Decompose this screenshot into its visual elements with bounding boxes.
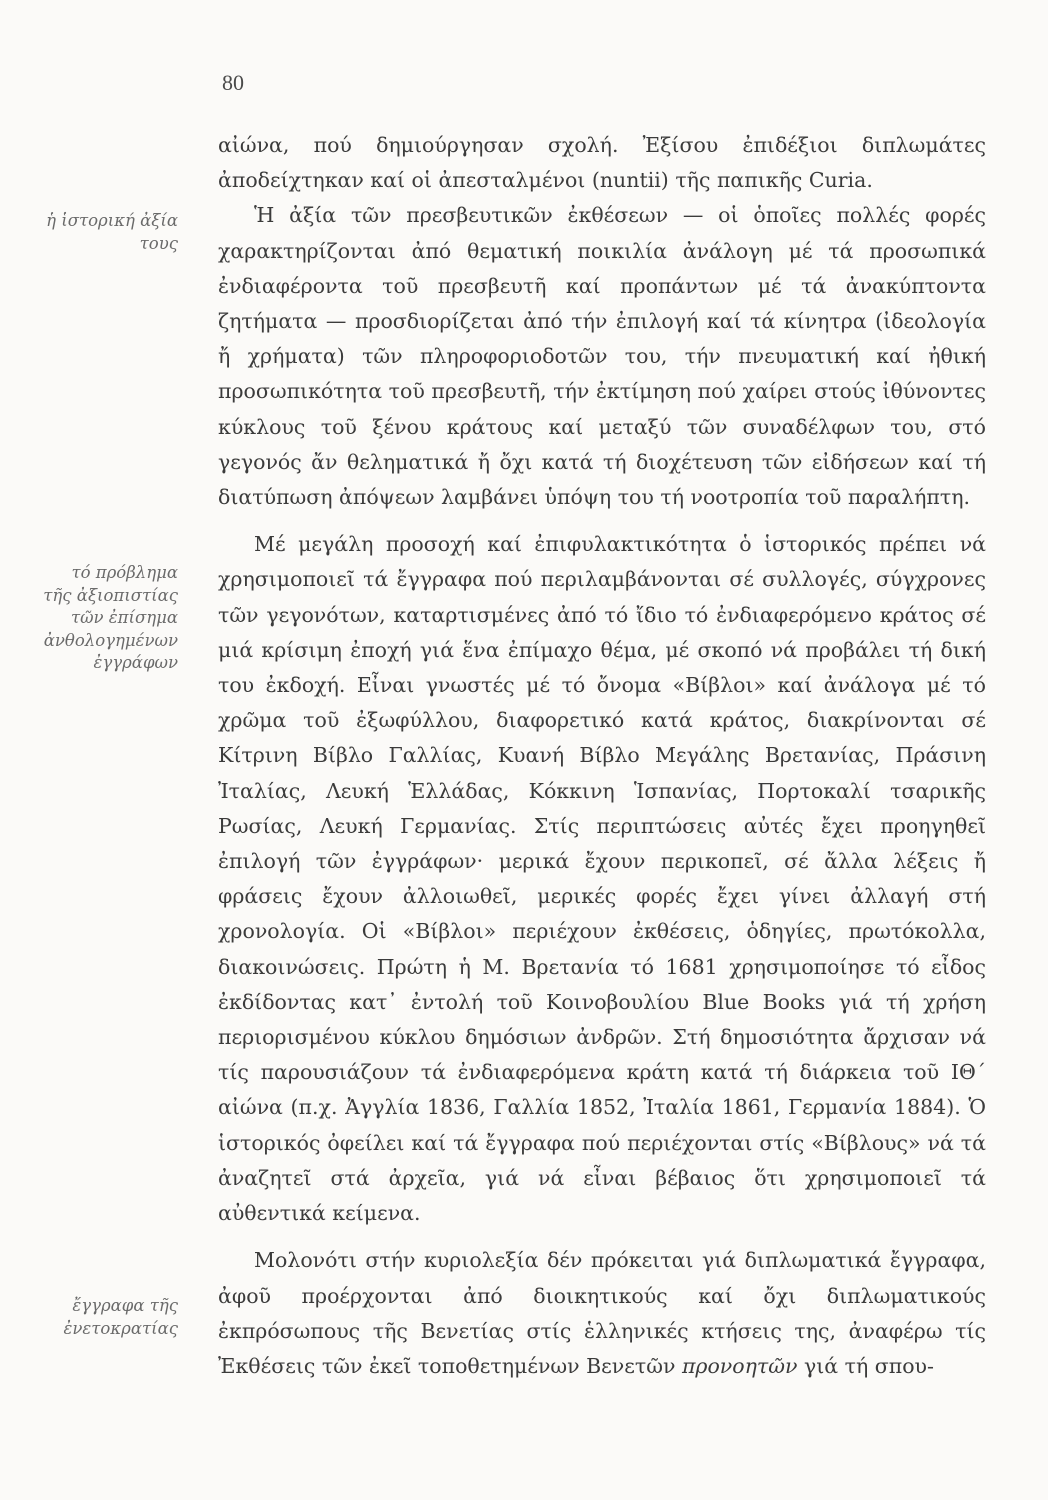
paragraph-venetian-reports (218, 1243, 986, 1384)
margin-note-historical-value: ἡ ἱστορική ἀξία τους (46, 211, 178, 253)
paragraph-text: Μολονότι στήν κυριολεξία δέν πρόκειται γιά διπλωματικά ἔγγραφα, ἀφοῦ προέρχονται ἀπό διοικητικούς καί ὄχι διπλωματικούς ἐκπρόσωπους τῆς Βενετίας στίς ἑλληνικές κτήσεις της, ἀναφέρω τίς Ἐκθέσεις τῶν ἐκεῖ τοποθετημένων Βενετῶν (218, 1248, 986, 1378)
margin-note-reliability-problem: τό πρόβλημα τῆς ἀξιοπιστίας τῶν ἐπίσημα ἀνθολογημένων ἐγγράφων (43, 563, 178, 672)
paragraph-continuation: αἰώνα, πού δημιούργησαν σχολή. Ἐξίσου ἐπιδέξιοι διπλωμάτες ἀποδείχτηκαν καί οἱ ἀπεσταλμένοι (nuntii) τῆς παπικῆς Curia. (218, 133, 986, 193)
paragraph-value-of-reports: Ἡ ἀξία τῶν πρεσβευτικῶν ἐκθέσεων — οἱ ὁποῖες πολλές φορές χαρακτηρίζονται ἀπό θεματική ποικιλία ἀνάλογη μέ τά προσωπικά ἐνδιαφέροντα τοῦ πρεσβευτῆ καί προπάντων μέ τά ἀνακύπτοντα ζητήματα — προσδιορίζεται ἀπό τήν ἐπιλογή καί τά κίνητρα (ἰδεολογία ἤ χρήματα) τῶν πληροφοριοδοτῶν του, τήν πνευματική καί ἠθική προσωπικότητα τοῦ πρεσβευτῆ, τήν ἐκτίμηση πού χαίρει στούς ἰθύνοντες κύκλους τοῦ ξένου κράτους καί μεταξύ τῶν συναδέλφων του, στό γεγονός ἄν θεληματικά ἤ ὄχι κατά τή διοχέτευση τῶν εἰδήσεων καί τή διατύπωση ἀπόψεων λαμβάνει ὑπόψη του τή νοοτροπία τοῦ παραλήπτη. (218, 203, 986, 510)
italic-term: προνοητῶν (681, 1353, 798, 1378)
paragraph-text: γιά τή σπου- (803, 1353, 934, 1378)
paragraph-white-books: Μέ μεγάλη προσοχή καί ἐπιφυλακτικότητα ὁ ἱστορικός πρέπει νά χρησιμοποιεῖ τά ἔγγραφα πού περιλαμβάνονται σέ συλλογές, σύγχρονες τῶν γεγονότων, καταρτισμένες ἀπό τό ἴδιο τό ἐνδιαφερόμενο κράτος σέ μιά κρίσιμη ἐποχή γιά ἕνα ἐπίμαχο θέμα, μέ σκοπό νά προβάλει τή δική του ἐκδοχή. Εἶναι γνωστές μέ τό ὄνομα «Βίβλοι» καί ἀνάλογα μέ τό χρῶμα τοῦ ἐξωφύλλου, διαφορετικό κατά κράτος, διακρίνονται σέ Κίτρινη Βίβλο Γαλλίας, Κυανή Βίβλο Μεγάλης Βρετανίας, Πράσινη Ἰταλίας, Λευκή Ἑλλάδας, Κόκκινη Ἱσπανίας, Πορτοκαλί τσαρικῆς Ρωσίας, Λευκή Γερμανίας. Στίς περιπτώσεις αὐτές ἔχει προηγηθεῖ ἐπιλογή τῶν ἐγγράφων· μερικά ἔχουν περικοπεῖ, σέ ἄλλα λέξεις ἤ φράσεις ἔχουν ἀλλοιωθεῖ, μερικές φορές ἔχει γίνει ἀλλαγή στή χρονολογία. Οἱ «Βίβλοι» περιέχουν ἐκθέσεις, ὁδηγίες, πρωτόκολλα, διακοινώσεις. Πρώτη ἡ Μ. Βρετανία τό 1681 χρησιμοποίησε τό εἶδος ἐκδίδοντας κατ᾽ ἐντολή τοῦ Κοινοβουλίου Blue Books γιά τή χρήση περιορισμένου κύκλου δημόσιων ἀνδρῶν. Στή δημοσιότητα ἄρχισαν νά τίς παρουσιάζουν τά ἐνδιαφερόμενα κράτη κατά τή διάρκεια τοῦ ΙΘ´ αἰώνα (π.χ. Ἀγγλία 1836, Γαλλία 1852, Ἰταλία 1861, Γερμανία 1884). Ὁ ἱστορικός ὀφείλει καί τά ἔγγραφα πού περιέχονται στίς «Βίβλους» νά τά ἀναζητεῖ στά ἀρχεῖα, γιά νά εἶναι βέβαιος ὅτι χρησιμοποιεῖ τά αὐθεντικά κείμενα. (218, 532, 986, 1226)
margin-note-venetian-documents: ἔγγραφα τῆς ἐνετοκρατίας (63, 1296, 178, 1338)
main-text-column (218, 128, 986, 1384)
page-number: 80 (222, 70, 244, 95)
